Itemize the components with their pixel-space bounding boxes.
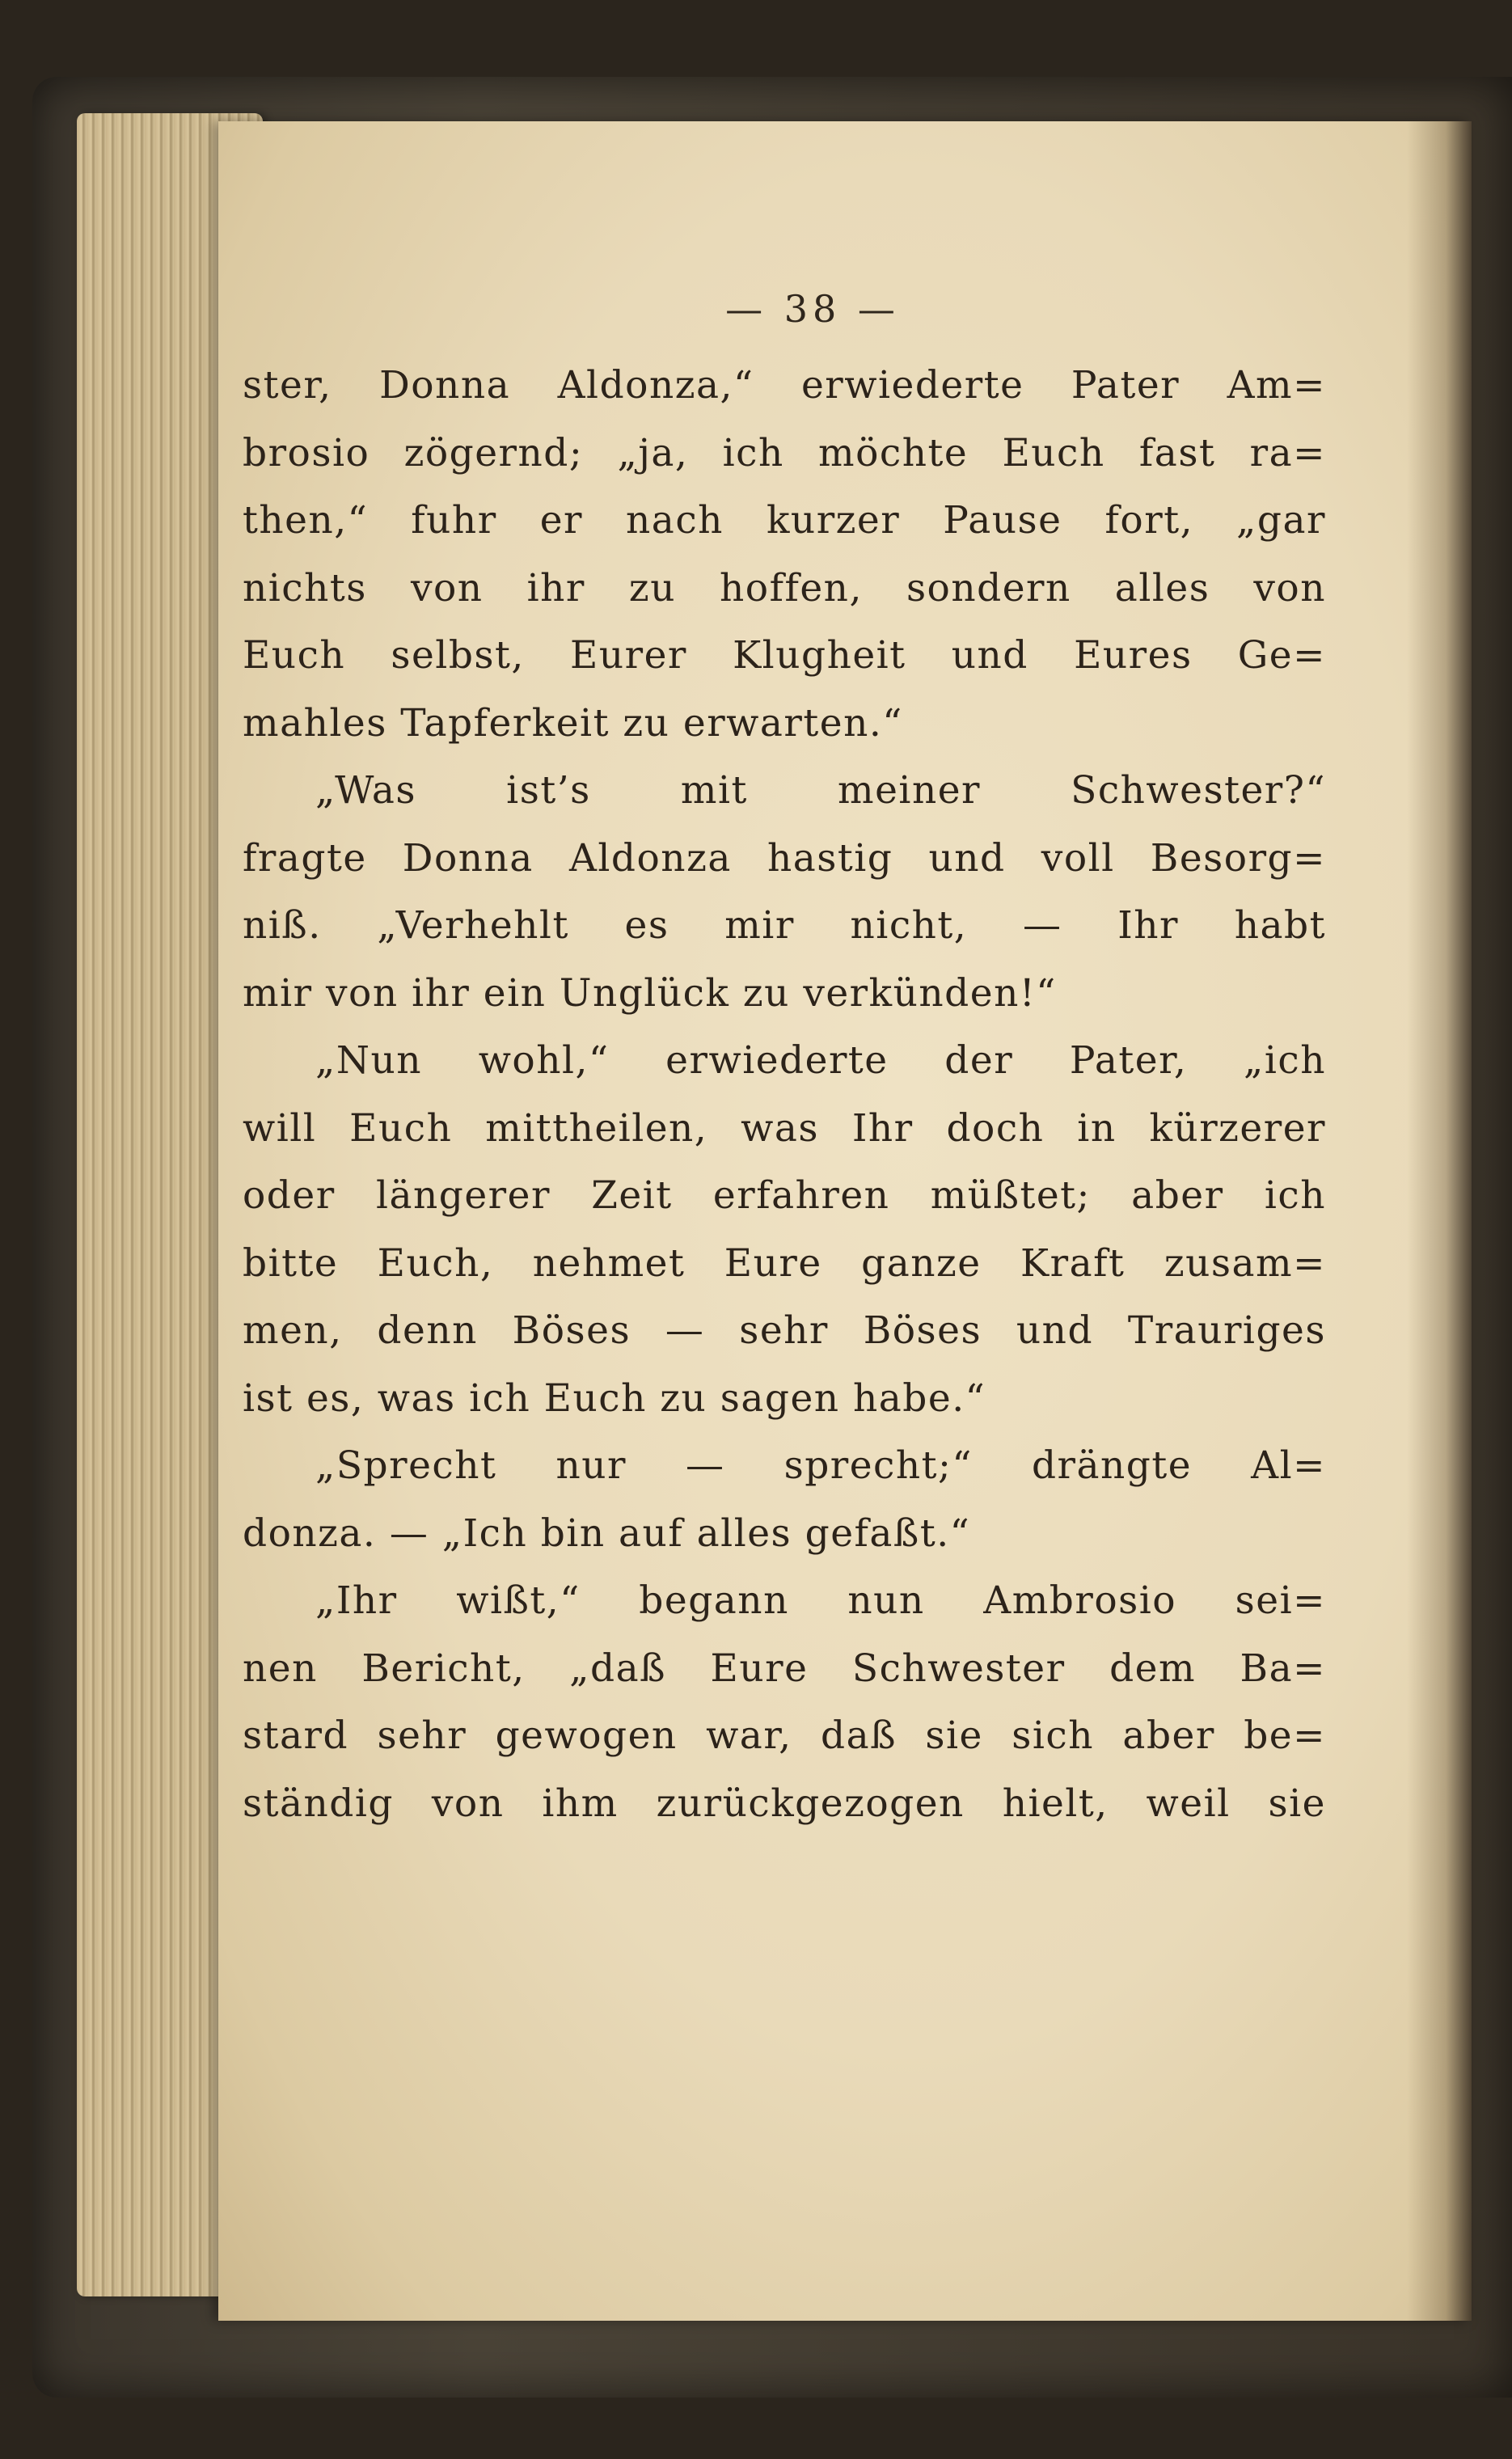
text-line: „Was ist’s mit meiner Schwester?“ (315, 768, 1326, 813)
text-line: nen Bericht, „daß Eure Schwester dem Ba= (243, 1646, 1326, 1691)
page-number: — 38 — (725, 287, 900, 331)
text-line: will Euch mittheilen, was Ihr doch in kürzerer (243, 1105, 1326, 1151)
text-line: brosio zögernd; „ja, ich möchte Euch fast ra= (243, 430, 1326, 475)
text-line: mir von ihr ein Unglück zu verkünden!“ (243, 970, 1057, 1016)
text-line: men, denn Böses — sehr Böses und Trauriges (243, 1308, 1326, 1353)
text-line: bitte Euch, nehmet Eure ganze Kraft zusam= (243, 1240, 1326, 1286)
text-line: then,“ fuhr er nach kurzer Pause fort, „gar (243, 498, 1326, 543)
text-line: Euch selbst, Eurer Klugheit und Eures Ge= (243, 633, 1326, 678)
text-line: „Sprecht nur — sprecht;“ drängte Al= (315, 1443, 1326, 1488)
text-line: donza. — „Ich bin auf alles gefaßt.“ (243, 1510, 971, 1556)
text-line: „Nun wohl,“ erwiederte der Pater, „ich (315, 1038, 1326, 1083)
text-line: niß. „Verhehlt es mir nicht, — Ihr habt (243, 903, 1326, 948)
text-line: nichts von ihr zu hoffen, sondern alles von (243, 565, 1326, 611)
text-line: mahles Tapferkeit zu erwarten.“ (243, 700, 903, 746)
text-line: „Ihr wißt,“ begann nun Ambrosio sei= (315, 1578, 1326, 1623)
text-line: ist es, was ich Euch zu sagen habe.“ (243, 1375, 986, 1421)
body-text (243, 352, 1326, 1837)
text-line: oder längerer Zeit erfahren müßtet; aber ich (243, 1173, 1326, 1218)
text-line: fragte Donna Aldonza hastig und voll Besorg= (243, 835, 1326, 881)
text-line: stard sehr gewogen war, daß sie sich aber be= (243, 1713, 1326, 1758)
text-line: ständig von ihm zurückgezogen hielt, weil sie (243, 1781, 1326, 1826)
page-gutter (1407, 121, 1472, 2321)
text-line: ster, Donna Aldonza,“ erwiederte Pater Am= (243, 363, 1326, 408)
